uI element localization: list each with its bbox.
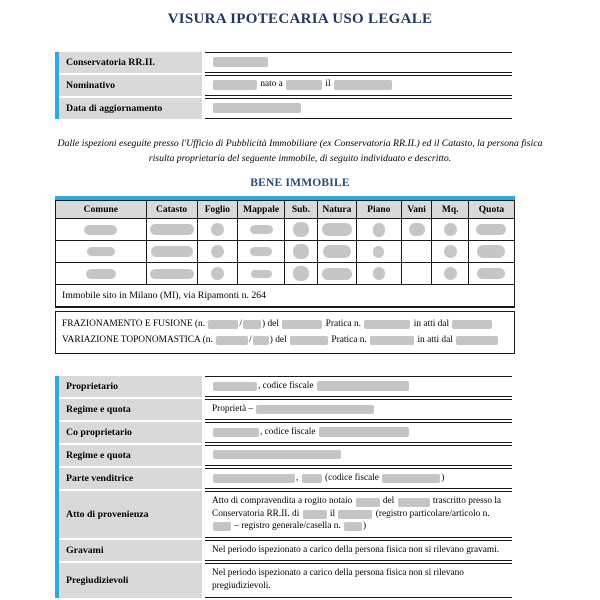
text-fragment: ) <box>363 521 367 532</box>
redaction-pill <box>251 270 272 278</box>
text-fragment: FRAZIONAMENTO E FUSIONE (n. <box>62 319 208 329</box>
text-fragment: , codice fiscale <box>260 426 318 437</box>
redaction-pill <box>322 268 352 280</box>
redacted-text <box>302 474 322 483</box>
text-fragment: in atti dal <box>415 335 456 346</box>
column-header: Foglio <box>198 201 239 219</box>
redacted-text <box>286 80 322 90</box>
redaction-pill <box>151 246 193 257</box>
text-fragment: ) del <box>269 335 290 346</box>
field-value-content <box>212 496 506 533</box>
details-table-rows <box>59 376 512 598</box>
redaction-pill <box>150 269 194 279</box>
table-row <box>56 241 514 263</box>
field-value-content <box>212 450 342 462</box>
field-label: Regime e quota <box>59 445 202 466</box>
field-row <box>59 52 512 73</box>
field-row <box>59 540 512 561</box>
field-row <box>59 376 512 397</box>
field-value <box>205 540 512 561</box>
text-fragment: ) <box>441 472 445 483</box>
redaction-pill <box>84 225 117 235</box>
redaction-pill <box>250 225 273 234</box>
text-fragment: ) del <box>262 319 282 329</box>
table-cell <box>285 263 318 285</box>
field-label: Parte venditrice <box>59 468 202 489</box>
table-cell <box>147 263 198 285</box>
details-table <box>55 376 512 598</box>
field-label: Data di aggiornamento <box>59 98 202 119</box>
table-cell <box>402 263 433 285</box>
field-row <box>59 491 512 538</box>
text-fragment: del <box>380 496 397 507</box>
redaction-pill <box>86 269 116 279</box>
redacted-text <box>334 80 392 90</box>
redaction-pill <box>322 223 352 236</box>
address-note: Immobile sito in Milano (MI), via Ripamonti n. 264 <box>62 290 267 301</box>
table-cell <box>318 263 357 285</box>
field-value <box>205 422 512 443</box>
field-label: Nominativo <box>59 75 202 96</box>
field-value-content <box>212 103 302 115</box>
redaction-pill <box>476 224 506 235</box>
redacted-text <box>213 428 259 437</box>
field-label: Regime e quota <box>59 399 202 420</box>
page-title: VISURA IPOTECARIA USO LEGALE <box>167 11 433 27</box>
redaction-pill <box>87 247 115 256</box>
table-cell <box>198 219 239 241</box>
redaction-pill <box>444 267 457 280</box>
redaction-pill <box>373 223 385 237</box>
field-row <box>59 98 512 119</box>
field-value-content <box>212 404 375 416</box>
field-label: Conservatoria RR.II. <box>59 52 202 73</box>
redaction-pill <box>409 223 425 236</box>
text-fragment: Nel periodo ispezionato a carico della persona fisica non si rilevano gravami. <box>212 544 500 555</box>
redaction-pill <box>477 245 505 258</box>
field-value <box>205 98 512 119</box>
field-value-content <box>212 473 444 485</box>
text-fragment: / <box>239 319 243 329</box>
text-fragment: Pratica n. <box>323 319 364 329</box>
redacted-text <box>213 474 295 483</box>
text-fragment: (codice fiscale <box>322 472 382 483</box>
field-value-content <box>212 381 410 393</box>
table-cell <box>285 241 318 263</box>
table-cell <box>469 241 514 263</box>
redaction-pill <box>211 223 224 236</box>
redacted-text <box>216 336 248 345</box>
column-header: Comune <box>56 201 147 219</box>
field-value <box>205 468 512 489</box>
redaction-pill <box>444 223 457 236</box>
redacted-text <box>213 57 268 67</box>
redaction-pill <box>293 222 309 237</box>
table-cell <box>402 219 433 241</box>
column-header: Mappale <box>238 201 285 219</box>
redacted-text <box>382 474 440 483</box>
table-cell <box>56 263 147 285</box>
field-value <box>205 445 512 466</box>
redacted-text <box>253 336 269 345</box>
section-title: BENE IMMOBILE <box>250 177 350 189</box>
field-row <box>59 399 512 420</box>
redaction-pill <box>150 224 194 235</box>
redacted-text <box>213 80 257 90</box>
text-fragment: Proprietà – <box>212 403 256 414</box>
redacted-text <box>356 498 380 507</box>
field-value <box>205 399 512 420</box>
column-header: Quota <box>469 201 514 219</box>
field-value <box>205 376 512 397</box>
field-label: Proprietario <box>59 376 202 397</box>
property-table-data-rows <box>56 219 514 285</box>
field-label: Atto di provenienza <box>59 491 202 538</box>
field-value <box>205 75 512 96</box>
text-fragment: nato a <box>258 79 286 90</box>
table-cell <box>198 241 239 263</box>
redaction-pill <box>477 268 505 279</box>
table-cell <box>147 241 198 263</box>
table-cell <box>318 219 357 241</box>
table-cell <box>469 219 514 241</box>
redacted-text <box>338 510 372 519</box>
redacted-text <box>317 381 409 391</box>
redaction-pill <box>293 244 309 259</box>
field-label: Co proprietario <box>59 422 202 443</box>
redacted-text <box>282 320 322 329</box>
column-header: Natura <box>318 201 357 219</box>
property-table-body <box>55 200 515 308</box>
field-value <box>205 491 512 538</box>
table-row <box>56 219 514 241</box>
column-header: Vani <box>402 201 433 219</box>
redacted-text <box>290 336 328 345</box>
text-fragment: trascritto presso la Conservatoria RR.II. di <box>212 496 502 519</box>
redaction-pill <box>323 245 351 258</box>
redacted-text <box>364 320 410 329</box>
column-header: Catasto <box>147 201 198 219</box>
text-fragment: il <box>323 79 333 90</box>
redacted-text <box>398 498 430 507</box>
table-cell <box>56 219 147 241</box>
table-cell <box>318 241 357 263</box>
table-cell <box>469 263 514 285</box>
annotation-line <box>62 316 508 332</box>
redaction-pill <box>373 246 384 258</box>
field-row <box>59 75 512 96</box>
field-label: Gravami <box>59 540 202 561</box>
text-fragment: (registro particolare/articolo n. <box>373 508 490 519</box>
text-fragment: , <box>296 472 301 483</box>
redacted-text <box>256 405 374 414</box>
redacted-text <box>243 320 261 329</box>
table-cell <box>285 219 318 241</box>
redacted-text <box>213 382 257 391</box>
redacted-text <box>452 320 492 329</box>
table-cell <box>432 219 469 241</box>
field-row <box>59 445 512 466</box>
field-value-content <box>212 427 410 439</box>
field-row <box>59 422 512 443</box>
text-fragment: Nel periodo ispezionato a carico della persona fisica non si rilevano pregiudizievoli. <box>212 568 464 591</box>
table-cell <box>432 241 469 263</box>
redacted-text <box>319 427 409 437</box>
redacted-text <box>456 336 498 345</box>
field-value-content <box>212 79 393 91</box>
text-fragment: , codice fiscale <box>258 380 316 391</box>
redacted-text <box>213 522 231 531</box>
field-value <box>205 52 512 73</box>
redaction-pill <box>250 247 272 256</box>
table-cell <box>147 219 198 241</box>
intro-paragraph: Dalle ispezioni eseguite presso l'Ufficio di Pubblicità Immobiliare (ex Conservatoria RR.II.) ed il Catasto, la persona fisica risulta proprietaria del seguente immobile, di seguito individuato e descritto. <box>57 138 543 164</box>
table-cell <box>432 263 469 285</box>
text-fragment: – registro generale/casella n. <box>232 521 343 532</box>
field-label: Pregiudizievoli <box>59 563 202 598</box>
table-cell <box>238 263 285 285</box>
redaction-pill <box>293 266 309 281</box>
text-fragment: in atti dal <box>411 319 452 329</box>
annotation-line <box>62 332 508 348</box>
text-fragment: Atto di compravendita a rogito notaio <box>212 496 355 507</box>
redaction-pill <box>211 245 224 258</box>
table-cell <box>238 219 285 241</box>
redacted-text <box>370 336 414 345</box>
redaction-pill <box>444 245 457 258</box>
property-table <box>55 196 515 308</box>
annotation-box <box>55 311 515 354</box>
info-table-rows <box>59 52 512 119</box>
field-value-content <box>212 568 506 593</box>
redacted-text <box>208 320 238 329</box>
table-cell <box>56 241 147 263</box>
field-row <box>59 563 512 598</box>
column-header: Sub. <box>285 201 318 219</box>
field-row <box>59 468 512 489</box>
redacted-text <box>213 450 341 459</box>
text-fragment: VARIAZIONE TOPONOMASTICA (n. <box>62 335 216 346</box>
table-row <box>56 263 514 285</box>
table-cell <box>238 241 285 263</box>
redacted-text <box>303 510 327 519</box>
redacted-text <box>213 103 301 113</box>
table-cell <box>357 241 402 263</box>
text-fragment: il <box>327 508 338 519</box>
redaction-pill <box>211 267 224 280</box>
text-fragment: / <box>249 335 252 346</box>
text-fragment: Pratica n. <box>329 335 370 346</box>
field-value <box>205 563 512 598</box>
redacted-text <box>344 522 362 531</box>
table-cell <box>402 241 433 263</box>
redaction-pill <box>373 267 385 280</box>
field-value-content <box>212 57 269 69</box>
table-cell <box>357 219 402 241</box>
table-cell <box>198 263 239 285</box>
column-header: Mq. <box>432 201 469 219</box>
column-header: Piano <box>357 201 402 219</box>
info-table <box>55 52 512 119</box>
table-cell <box>357 263 402 285</box>
property-table-header-row <box>56 201 514 219</box>
field-value-content <box>212 545 499 557</box>
